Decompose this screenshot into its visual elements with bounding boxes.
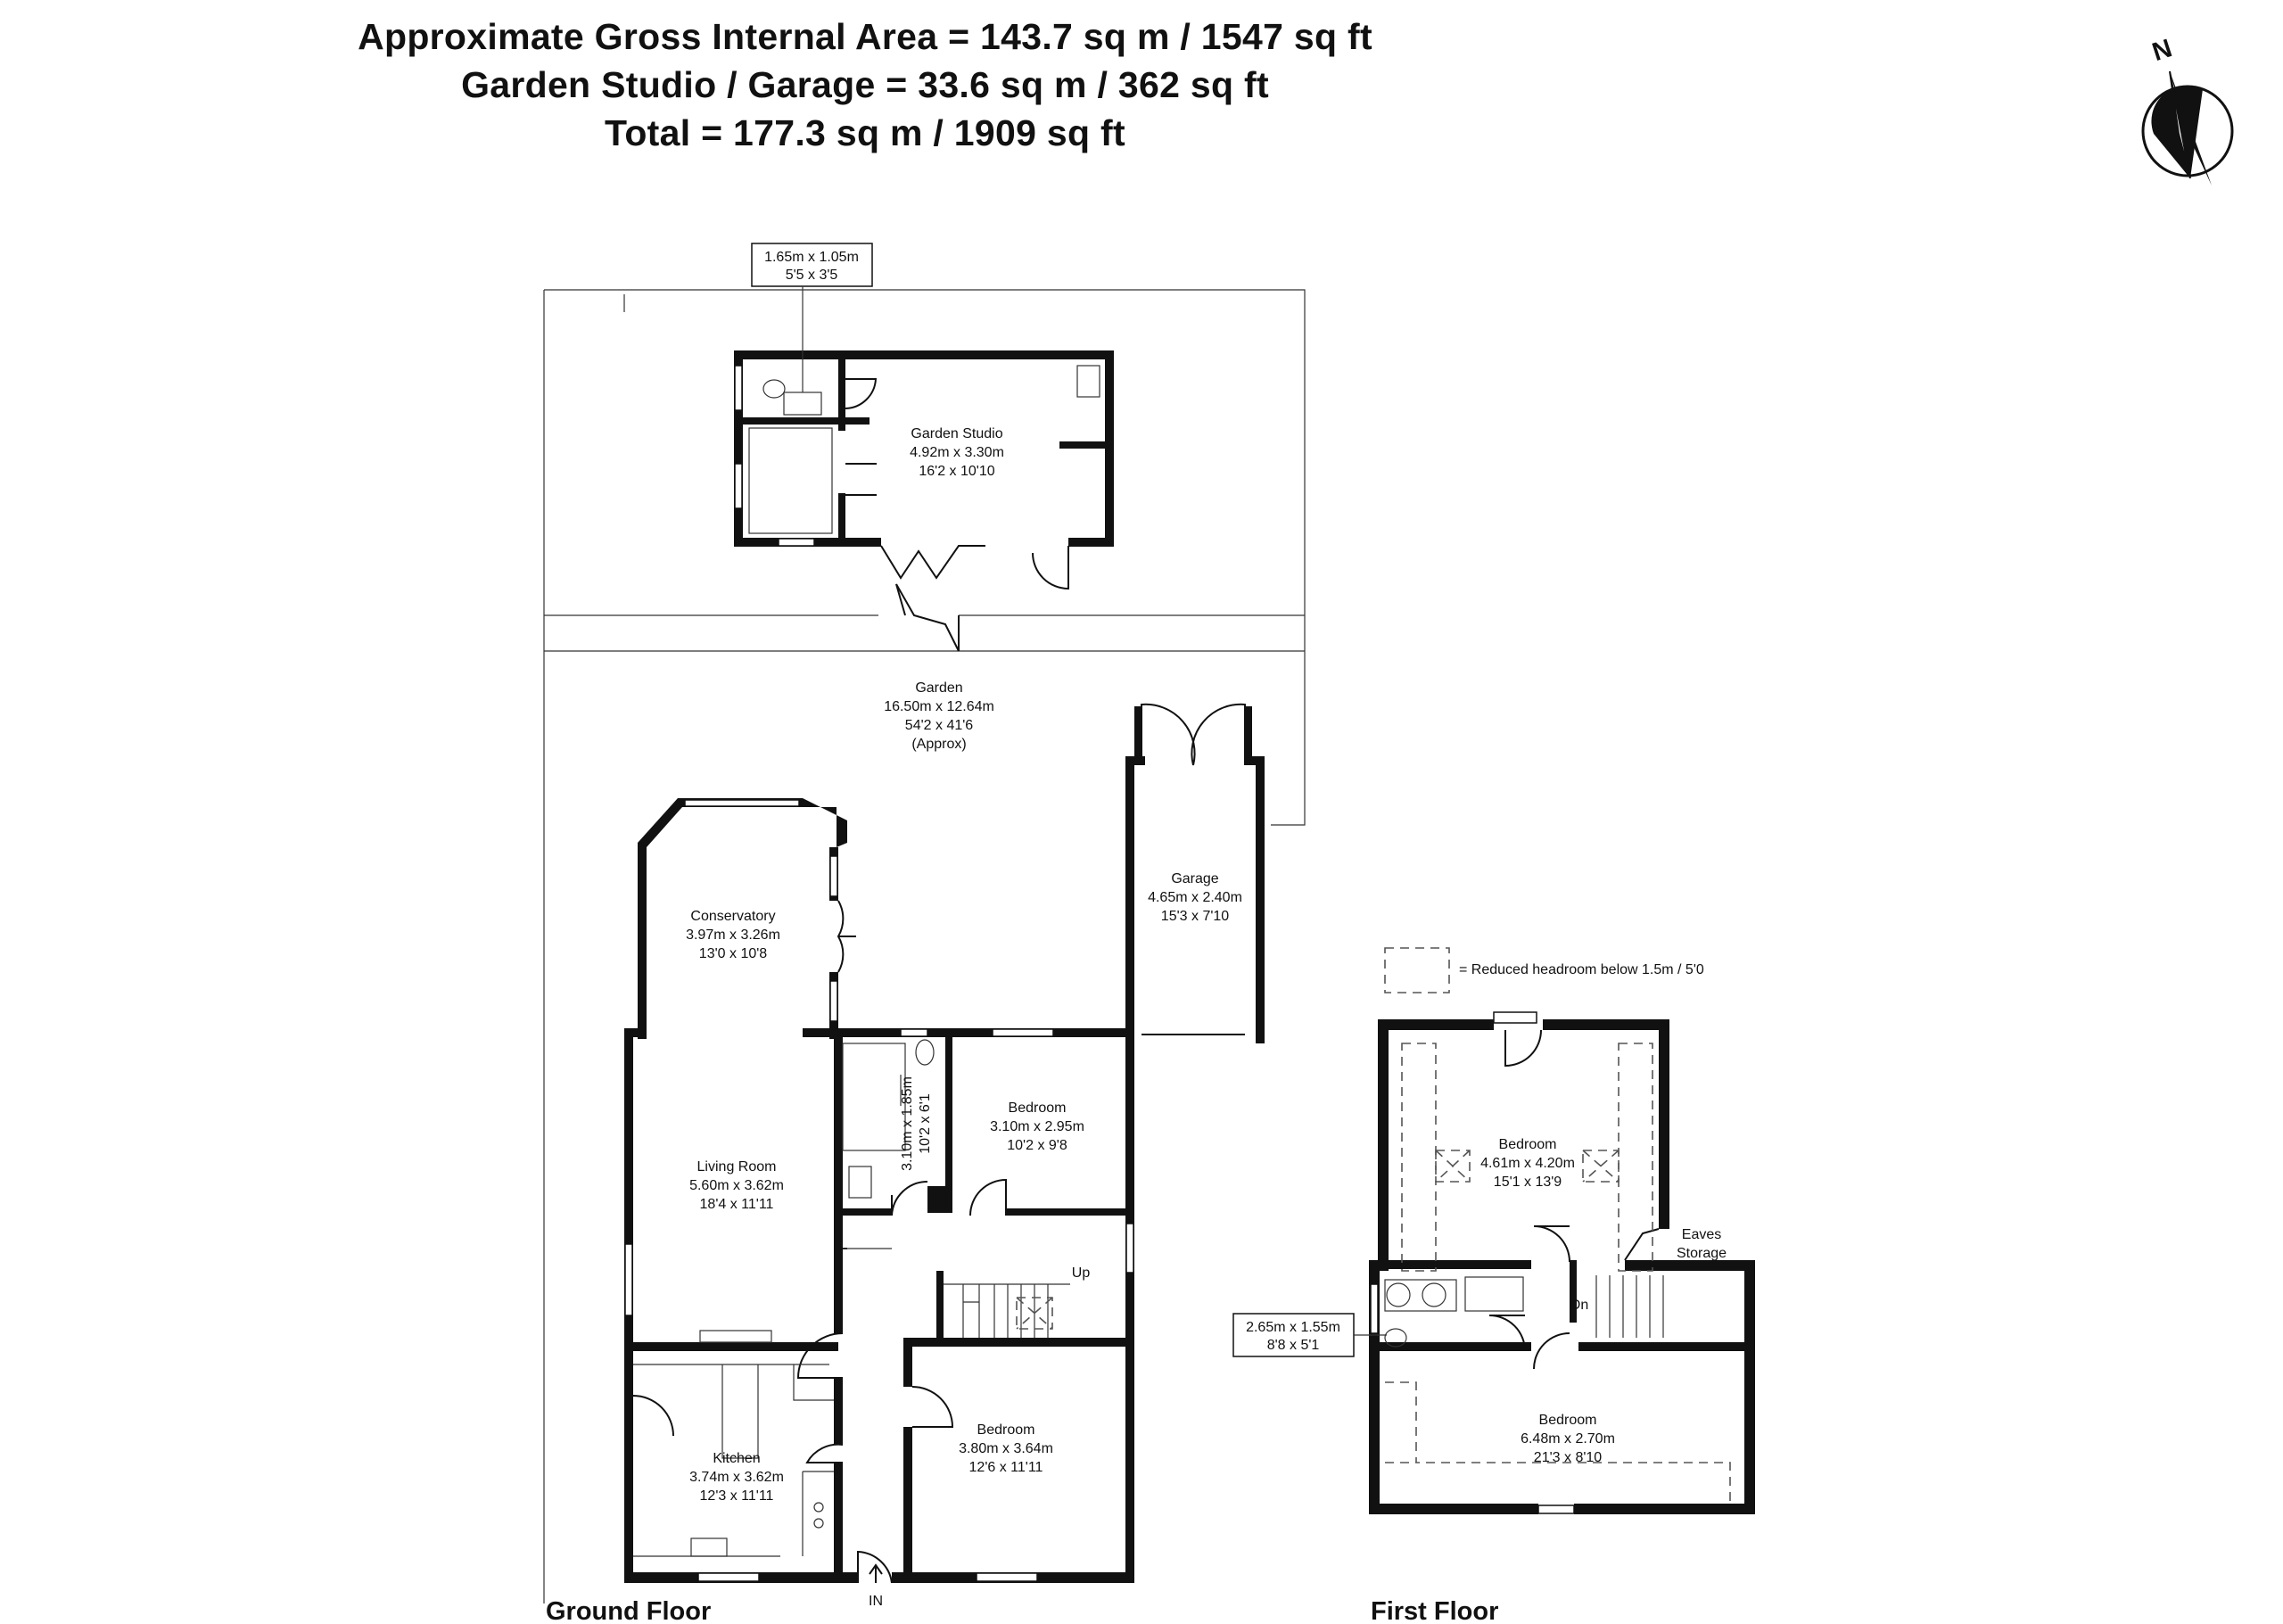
svg-text:15'1 x 13'9: 15'1 x 13'9 (1493, 1175, 1562, 1190)
svg-text:3.80m x 3.64m: 3.80m x 3.64m (959, 1441, 1053, 1456)
garden-label (884, 680, 994, 752)
bathroom-dimensions (900, 1076, 933, 1171)
svg-text:Storage: Storage (1676, 1246, 1727, 1261)
svg-text:Eaves: Eaves (1681, 1227, 1722, 1242)
svg-text:Garden Studio: Garden Studio (911, 426, 1003, 441)
svg-text:4.65m x 2.40m: 4.65m x 2.40m (1148, 890, 1242, 905)
svg-text:Living Room: Living Room (696, 1159, 777, 1175)
front-bedroom-label (959, 1422, 1053, 1475)
svg-text:1.65m x 1.05m: 1.65m x 1.05m (764, 250, 859, 265)
svg-text:Bedroom: Bedroom (977, 1422, 1035, 1438)
ground-floor-title: Ground Floor (546, 1597, 712, 1624)
total-area: Total = 177.3 sq m / 1909 sq ft (605, 112, 1125, 153)
svg-text:18'4 x 11'11: 18'4 x 11'11 (699, 1197, 774, 1212)
svg-text:10'2 x 9'8: 10'2 x 9'8 (1007, 1138, 1067, 1153)
legend (1385, 948, 1704, 993)
upper-bathroom-dimensions (1233, 1314, 1387, 1356)
svg-text:(Approx): (Approx) (911, 737, 967, 752)
north-label: N (2148, 34, 2176, 68)
svg-text:Garage: Garage (1171, 871, 1219, 886)
lower-bedroom-label (1521, 1413, 1615, 1465)
upper-bedroom-label (1480, 1137, 1575, 1190)
garden-boundary (544, 290, 1305, 1603)
svg-text:6.48m x 2.70m: 6.48m x 2.70m (1521, 1431, 1615, 1447)
svg-text:12'3 x 11'11: 12'3 x 11'11 (699, 1488, 774, 1504)
studio-shower-dimensions (752, 243, 872, 392)
garden-studio (734, 350, 1114, 651)
garden-studio-label (910, 426, 1004, 479)
svg-text:21'3 x 8'10: 21'3 x 8'10 (1533, 1450, 1603, 1465)
svg-text:3.97m x 3.26m: 3.97m x 3.26m (686, 927, 780, 943)
svg-text:3.10m x 1.85m: 3.10m x 1.85m (900, 1076, 915, 1171)
garage-label (1148, 871, 1242, 924)
svg-text:Kitchen: Kitchen (713, 1451, 761, 1466)
entrance-label: IN (869, 1594, 883, 1609)
svg-text:= Reduced headroom below 1.5m: = Reduced headroom below 1.5m / 5'0 (1459, 962, 1704, 977)
svg-text:4.92m x 3.30m: 4.92m x 3.30m (910, 445, 1004, 460)
studio-garage-area: Garden Studio / Garage = 33.6 sq m / 362 sq ft (461, 64, 1269, 105)
svg-text:54'2 x 41'6: 54'2 x 41'6 (904, 718, 974, 733)
svg-text:10'2 x 6'1: 10'2 x 6'1 (918, 1093, 933, 1154)
svg-text:5'5 x 3'5: 5'5 x 3'5 (785, 268, 838, 283)
first-floor-title: First Floor (1371, 1597, 1499, 1624)
stairs-down-label: Dn (1570, 1298, 1589, 1313)
svg-text:Bedroom: Bedroom (1538, 1413, 1597, 1428)
eaves-storage-label (1677, 1227, 1727, 1261)
kitchen-label (689, 1451, 784, 1504)
stairs-up-label: Up (1071, 1265, 1091, 1281)
gross-internal-area: Approximate Gross Internal Area = 143.7 sq m / 1547 sq ft (358, 16, 1372, 57)
conservatory-label (686, 909, 780, 961)
rear-bedroom-label (990, 1101, 1084, 1153)
svg-text:Bedroom: Bedroom (1498, 1137, 1557, 1152)
svg-text:16'2 x 10'10: 16'2 x 10'10 (919, 464, 995, 479)
svg-text:5.60m x 3.62m: 5.60m x 3.62m (689, 1178, 784, 1193)
svg-text:2.65m x 1.55m: 2.65m x 1.55m (1246, 1320, 1340, 1335)
svg-text:3.10m x 2.95m: 3.10m x 2.95m (990, 1119, 1084, 1134)
svg-text:Bedroom: Bedroom (1008, 1101, 1067, 1116)
entrance-arrow-icon (870, 1565, 882, 1583)
svg-text:15'3 x 7'10: 15'3 x 7'10 (1160, 909, 1230, 924)
svg-text:Garden: Garden (915, 680, 963, 696)
svg-text:3.74m x 3.62m: 3.74m x 3.62m (689, 1470, 784, 1485)
svg-text:Conservatory: Conservatory (690, 909, 776, 924)
svg-text:13'0 x 10'8: 13'0 x 10'8 (698, 946, 768, 961)
svg-text:16.50m x 12.64m: 16.50m x 12.64m (884, 699, 994, 714)
living-room-label (689, 1159, 784, 1212)
svg-text:12'6 x 11'11: 12'6 x 11'11 (968, 1460, 1043, 1475)
svg-text:4.61m x 4.20m: 4.61m x 4.20m (1480, 1156, 1575, 1171)
north-compass-icon (2143, 34, 2232, 185)
svg-text:8'8 x 5'1: 8'8 x 5'1 (1266, 1338, 1320, 1353)
